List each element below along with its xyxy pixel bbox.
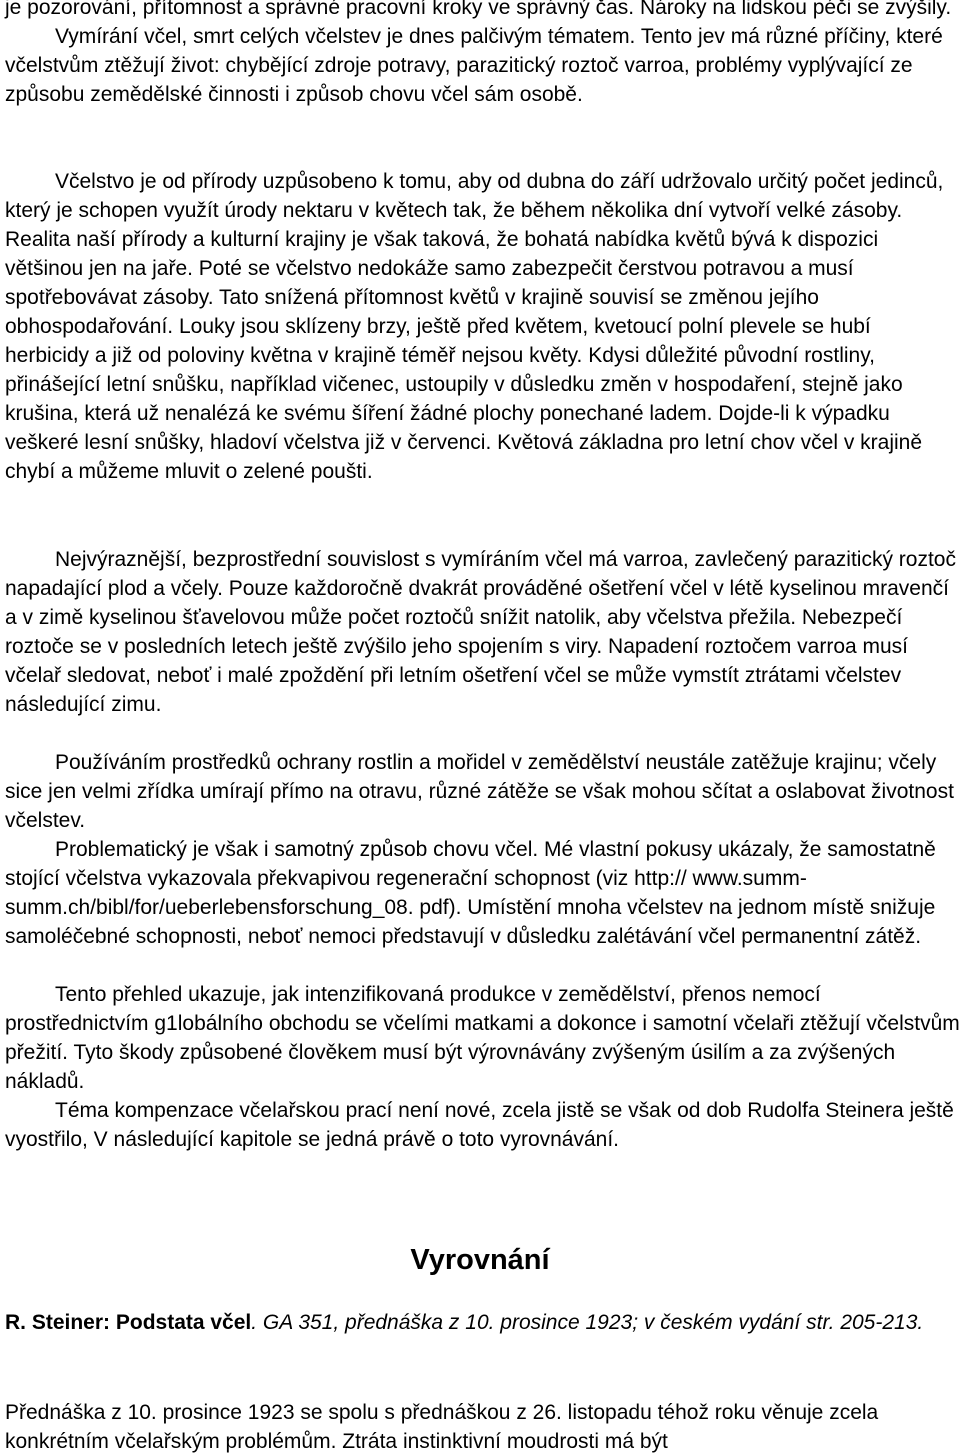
paragraph-varroa: Nejvýraznější, bezprostřední souvislost s vymíráním včel má varroa, zavlečený parazitický roztoč napadající plod a včely. Pouze každoročně dvakrát prováděné ošetření včel v létě kyselinou mravenčí a v zimě kyselinou šťavelovou může počet roztočů snížit natolik, aby včelstva přežila. Nebezpečí roztoče se v posledních letech ještě zvýšilo jeho spojením s viry. Napadení roztočem varroa musí včelař sledovat, neboť i malé zpoždění při letním ošetření včel se může vymstít ztrátami včelstev následující zimu. [5, 548, 956, 716]
paragraph-overview: Tento přehled ukazuje, jak intenzifikovaná produkce v zemědělství, přenos nemocí prostřednictvím g1lobálního obchodu se včelími matkami a dokonce i samotní včelaři ztěžují včelstvům přežití. Tyto škody způsobené člověkem musí být výrovnávány zvýšeným úsilím a za zvýšených nákladů. [5, 983, 960, 1093]
citation [5, 1308, 960, 1337]
paragraph-colony-population: Včelstvo je od přírody uzpůsobeno k tomu, aby od dubna do září udržovalo určitý počet jedinců, který je schopen využít úrody nektaru v květech tak, že během několika dní vytvoří velké zásoby. Realita naší přírody a kulturní krajiny je však taková, že bohatá nabídka květů bývá k dispozici většinou jen na jaře. Poté se včelstvo nedokáže samo zabezpečit čerstvou potravou a musí spotřebovávat zásoby. Tato snížená přítomnost květů v krajině souvisí se změnou jejího obhospodařování. Louky jsou sklízeny brzy, ještě před květem, kvetoucí polní plevele se hubí herbicidy a již od poloviny května v krajině téměř nejsou květy. Kdysi důležité původní rostliny, přinášející letní snůšku, například vičenec, ustoupily v důsledku změn v hospodaření, stejně jako krušina, která už nenalézá ke svému šíření žádné plochy ponechané ladem. Dojde-li k výpadku veškeré lesní snůšky, hladoví včelstva již v červenci. Květová základna pro letní chov včel v krajině chybí a můžeme mluvit o zelené poušti. [5, 170, 944, 483]
paragraph-intro-continuation: je pozorování, přítomnost a správné pracovní kroky ve správný čas. Nároky na lidskou péči se zvýšily. Vymírání včel, smrt celých včelstev je dnes palčivým tématem. Tento jev má různé příčiny, které včelstvům ztěžují život: chybějící zdroje potravy, parazitický roztoč varroa, problémy vyplývající ze způsobu zemědělské činnosti i způsob chovu včel sám osobě. [5, 0, 960, 109]
paragraph-lecture: Přednáška z 10. prosince 1923 se spolu s přednáškou z 26. listopadu téhož roku věnuje zcela konkrétním včelařským problémům. Ztráta instinktivní moudrosti má být [5, 1401, 879, 1453]
paragraph-compensation: Téma kompenzace včelařskou prací není nové, zcela jistě se však od dob Rudolfa Steinera ještě vyostřilo, V následující kapitole se jedná právě o toto vyrovnávání. [5, 1099, 954, 1151]
section-heading: Vyrovnání [410, 1244, 550, 1276]
paragraph-pesticides: Používáním prostředků ochrany rostlin a mořidel v zemědělství neustále zatěžuje krajinu; včely sice jen velmi zřídka umírají přímo na otravu, různé zátěže se však mohou sčítat a oslabovat životnost včelstev. [5, 751, 954, 832]
paragraph-beekeeping-method: Problematický je však i samotný způsob chovu včel. Mé vlastní pokusy ukázaly, že samostatně stojící včelstva vykazovala překvapivou regenerační schopnost (viz http:// www.summ-summ.ch/bibl/for/ueberlebensforschung_08. pdf). Umístění mnoha včelstev na jednom místě snižuje samoléčebné schopnosti, neboť nemoci představují v důsledku zalétávání včel permanentní zátěž. [5, 838, 936, 948]
citation-author-title: R. Steiner: Podstata včel [5, 1311, 252, 1334]
citation-details: . GA 351, přednáška z 10. prosince 1923; v českém vydání str. 205-213. [251, 1311, 924, 1334]
paragraph-bee-loss: Vymírání včel, smrt celých včelstev je dnes palčivým tématem. Tento jev má různé příčiny, které včelstvům ztěžují život: chybějící zdroje potravy, parazitický roztoč varroa, problémy vyplývající ze způsobu zemědělské činnosti i způsob chovu včel sám osobě. [5, 25, 943, 106]
